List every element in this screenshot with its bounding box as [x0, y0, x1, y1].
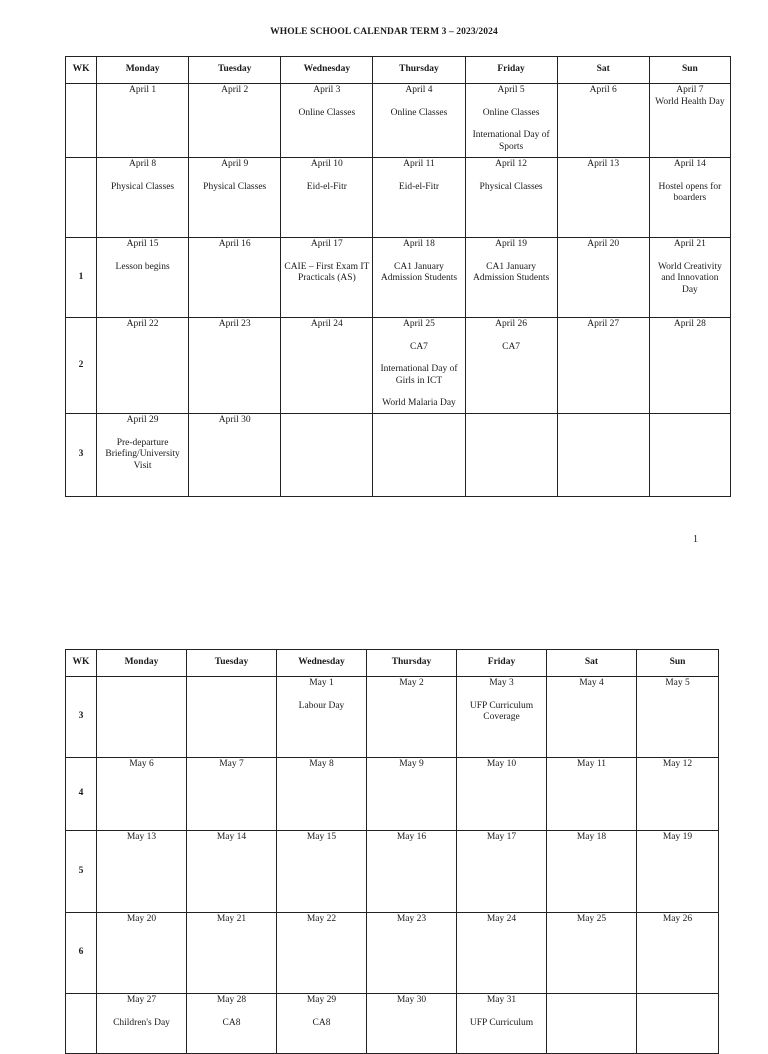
- day-date: April 1: [129, 85, 157, 95]
- day-date: April 22: [126, 319, 159, 329]
- header-monday: Monday: [97, 57, 189, 84]
- day-cell-monday: [97, 318, 189, 414]
- day-date: April 20: [587, 239, 620, 249]
- day-date: May 8: [309, 759, 334, 769]
- day-event: Physical Classes: [479, 181, 543, 192]
- day-event: CA1 January Admission Students: [472, 261, 550, 283]
- day-cell-sun: [649, 318, 730, 414]
- day-event: CA8: [222, 1017, 241, 1028]
- day-cell-sun: [637, 758, 719, 831]
- day-cell-friday: [465, 84, 557, 158]
- day-date: May 29: [306, 995, 337, 1005]
- day-cell-wednesday: [277, 677, 367, 758]
- day-event: Online Classes: [390, 107, 448, 118]
- header-wednesday: Wednesday: [281, 57, 373, 84]
- week-number: 5: [66, 831, 97, 913]
- day-date: May 6: [129, 759, 154, 769]
- day-event: Eid-el-Fitr: [306, 181, 347, 192]
- day-cell-thursday: [367, 758, 457, 831]
- day-date: April 11: [403, 159, 435, 169]
- day-event: World Malaria Day: [382, 398, 456, 408]
- day-date: May 1: [309, 678, 334, 688]
- day-cell-sat: [547, 677, 637, 758]
- day-cell-sat: [557, 238, 649, 318]
- day-cell-tuesday: [189, 158, 281, 238]
- day-date: April 18: [403, 239, 435, 249]
- day-event: International Day of Sports: [472, 130, 550, 152]
- day-date: April 30: [218, 415, 251, 425]
- week-number: 4: [66, 758, 97, 831]
- week-row: [66, 913, 719, 994]
- day-cell-monday: [97, 158, 189, 238]
- week-number: 3: [66, 677, 97, 758]
- day-event: UFP Curriculum Coverage: [469, 700, 534, 722]
- day-date: May 20: [126, 914, 157, 924]
- day-date: April 12: [495, 159, 528, 169]
- day-event: World Health Day: [655, 96, 725, 107]
- week-row: [66, 158, 731, 238]
- day-cell-sun: [649, 158, 730, 238]
- header-sat: Sat: [557, 57, 649, 84]
- day-date: April 23: [218, 319, 251, 329]
- day-date: April 26: [495, 319, 528, 329]
- day-event: International Day of Girls in ICT: [380, 364, 458, 386]
- header-row: [66, 650, 719, 677]
- day-event: CA7: [502, 341, 521, 352]
- day-date: April 2: [221, 85, 249, 95]
- day-event: Pre-departure Briefing/University Visit: [105, 437, 180, 471]
- day-date: May 13: [126, 832, 157, 842]
- day-cell-sat: [557, 158, 649, 238]
- header-wk: WK: [66, 650, 97, 677]
- header-wednesday: Wednesday: [277, 650, 367, 677]
- day-cell-thursday: [367, 677, 457, 758]
- day-event: Online Classes: [482, 107, 540, 118]
- day-date: May 25: [576, 914, 607, 924]
- week-number: 2: [66, 318, 97, 414]
- week-number: 6: [66, 913, 97, 994]
- day-event: UFP Curriculum: [469, 1017, 534, 1028]
- day-cell-thursday: [373, 414, 465, 497]
- day-date: May 24: [486, 914, 517, 924]
- day-cell-tuesday: [187, 677, 277, 758]
- day-cell-tuesday: [187, 758, 277, 831]
- day-cell-tuesday: [187, 913, 277, 994]
- day-cell-wednesday: [281, 158, 373, 238]
- day-cell-wednesday: [277, 758, 367, 831]
- day-cell-sat: [547, 831, 637, 913]
- day-cell-sat: [557, 84, 649, 158]
- day-cell-friday: [457, 758, 547, 831]
- day-date: April 25: [403, 319, 435, 329]
- day-event: Labour Day: [298, 700, 345, 711]
- header-row: [66, 57, 731, 84]
- day-event: Online Classes: [298, 107, 356, 118]
- day-date: May 15: [306, 832, 337, 842]
- day-cell-monday: [97, 238, 189, 318]
- day-date: May 10: [486, 759, 517, 769]
- day-date: April 27: [587, 319, 620, 329]
- week-row: [66, 414, 731, 497]
- week-number: 1: [66, 238, 97, 318]
- day-cell-thursday: [373, 238, 465, 318]
- day-date: April 10: [310, 159, 343, 169]
- day-date: May 17: [486, 832, 517, 842]
- day-cell-monday: [97, 831, 187, 913]
- day-cell-monday: [97, 913, 187, 994]
- week-row: [66, 318, 731, 414]
- day-date: April 7: [676, 85, 704, 95]
- day-cell-sun: [649, 414, 730, 497]
- day-cell-sun: [637, 831, 719, 913]
- day-date: April 14: [673, 159, 706, 169]
- header-sun: Sun: [637, 650, 719, 677]
- day-date: May 11: [577, 759, 606, 769]
- day-date: May 28: [216, 995, 247, 1005]
- day-date: April 6: [589, 85, 617, 95]
- day-cell-friday: [465, 414, 557, 497]
- day-cell-tuesday: [189, 318, 281, 414]
- day-cell-wednesday: [281, 238, 373, 318]
- day-cell-sun: [637, 913, 719, 994]
- day-cell-tuesday: [187, 831, 277, 913]
- day-date: April 9: [221, 159, 249, 169]
- header-sat: Sat: [547, 650, 637, 677]
- day-date: May 23: [396, 914, 427, 924]
- header-friday: Friday: [457, 650, 547, 677]
- day-cell-thursday: [373, 158, 465, 238]
- day-date: April 24: [310, 319, 343, 329]
- week-row: [66, 238, 731, 318]
- week-row: [66, 831, 719, 913]
- header-thursday: Thursday: [367, 650, 457, 677]
- page-title: WHOLE SCHOOL CALENDAR TERM 3 – 2023/2024: [270, 27, 498, 37]
- day-date: May 4: [579, 678, 604, 688]
- day-event: CA8: [312, 1017, 331, 1028]
- day-cell-friday: [465, 158, 557, 238]
- day-date: April 16: [218, 239, 251, 249]
- day-date: April 5: [497, 85, 525, 95]
- day-date: April 19: [495, 239, 528, 249]
- day-date: May 2: [399, 678, 424, 688]
- day-cell-thursday: [367, 913, 457, 994]
- week-number: 3: [66, 414, 97, 497]
- day-date: May 7: [219, 759, 244, 769]
- day-date: May 27: [126, 995, 157, 1005]
- day-cell-monday: [97, 758, 187, 831]
- day-event: Eid-el-Fitr: [398, 181, 440, 192]
- header-tuesday: Tuesday: [187, 650, 277, 677]
- day-date: April 13: [587, 159, 620, 169]
- day-cell-wednesday: [277, 831, 367, 913]
- day-event: Hostel opens for boarders: [658, 181, 722, 203]
- day-cell-wednesday: [281, 414, 373, 497]
- day-date: May 3: [489, 678, 514, 688]
- day-cell-sat: [547, 913, 637, 994]
- day-date: May 12: [662, 759, 693, 769]
- day-cell-wednesday: [281, 84, 373, 158]
- day-cell-sat: [557, 318, 649, 414]
- day-date: April 28: [673, 319, 706, 329]
- day-event: World Creativity and Innovation Day: [657, 261, 722, 295]
- day-date: April 29: [126, 415, 159, 425]
- day-cell-tuesday: [189, 84, 281, 158]
- day-cell-wednesday: [281, 318, 373, 414]
- day-date: May 14: [216, 832, 247, 842]
- day-cell-sun: [649, 84, 730, 158]
- day-date: April 3: [313, 85, 341, 95]
- day-date: May 31: [486, 995, 517, 1005]
- day-date: May 16: [396, 832, 427, 842]
- day-cell-thursday: [373, 318, 465, 414]
- day-event: Lesson begins: [115, 261, 170, 272]
- page-number: 1: [693, 534, 698, 545]
- calendar-table-may: [65, 649, 719, 1054]
- day-date: May 9: [399, 759, 424, 769]
- day-cell-sat: [557, 414, 649, 497]
- day-cell-friday: [457, 831, 547, 913]
- header-tuesday: Tuesday: [189, 57, 281, 84]
- day-event: Children's Day: [113, 1017, 170, 1028]
- day-date: May 26: [662, 914, 693, 924]
- day-event: Physical Classes: [111, 181, 175, 192]
- day-date: April 4: [405, 85, 433, 95]
- header-monday: Monday: [97, 650, 187, 677]
- day-cell-sun: [649, 238, 730, 318]
- header-friday: Friday: [465, 57, 557, 84]
- day-event: CA7: [409, 341, 428, 352]
- day-cell-friday: [465, 238, 557, 318]
- day-cell-friday: [457, 677, 547, 758]
- day-cell-sat: [547, 758, 637, 831]
- day-cell-wednesday: [277, 913, 367, 994]
- day-cell-tuesday: [189, 414, 281, 497]
- week-number: [66, 158, 97, 238]
- day-event: CA1 January Admission Students: [380, 261, 458, 283]
- day-cell-thursday: [367, 831, 457, 913]
- day-cell-sun: [637, 677, 719, 758]
- day-cell-friday: [465, 318, 557, 414]
- header-thursday: Thursday: [373, 57, 465, 84]
- day-date: May 22: [306, 914, 337, 924]
- day-date: May 18: [576, 832, 607, 842]
- day-date: May 19: [662, 832, 693, 842]
- week-row: [66, 758, 719, 831]
- day-cell-monday: [97, 677, 187, 758]
- day-date: May 30: [396, 995, 427, 1005]
- header-sun: Sun: [649, 57, 730, 84]
- calendar-table-april: [65, 56, 731, 497]
- week-row: [66, 677, 719, 758]
- day-date: April 15: [126, 239, 159, 249]
- day-event: Physical Classes: [203, 181, 267, 192]
- day-cell-thursday: [373, 84, 465, 158]
- day-cell-monday: [97, 84, 189, 158]
- week-number: [66, 84, 97, 158]
- day-date: May 21: [216, 914, 247, 924]
- header-wk: WK: [66, 57, 97, 84]
- week-row: [66, 84, 731, 158]
- day-date: April 21: [673, 239, 706, 249]
- day-cell-friday: [457, 913, 547, 994]
- day-event: CAIE – First Exam IT Practicals (AS): [284, 261, 370, 283]
- day-cell-tuesday: [189, 238, 281, 318]
- day-date: April 17: [310, 239, 343, 249]
- day-cell-monday: [97, 414, 189, 497]
- day-date: May 5: [665, 678, 690, 688]
- day-date: April 8: [129, 159, 157, 169]
